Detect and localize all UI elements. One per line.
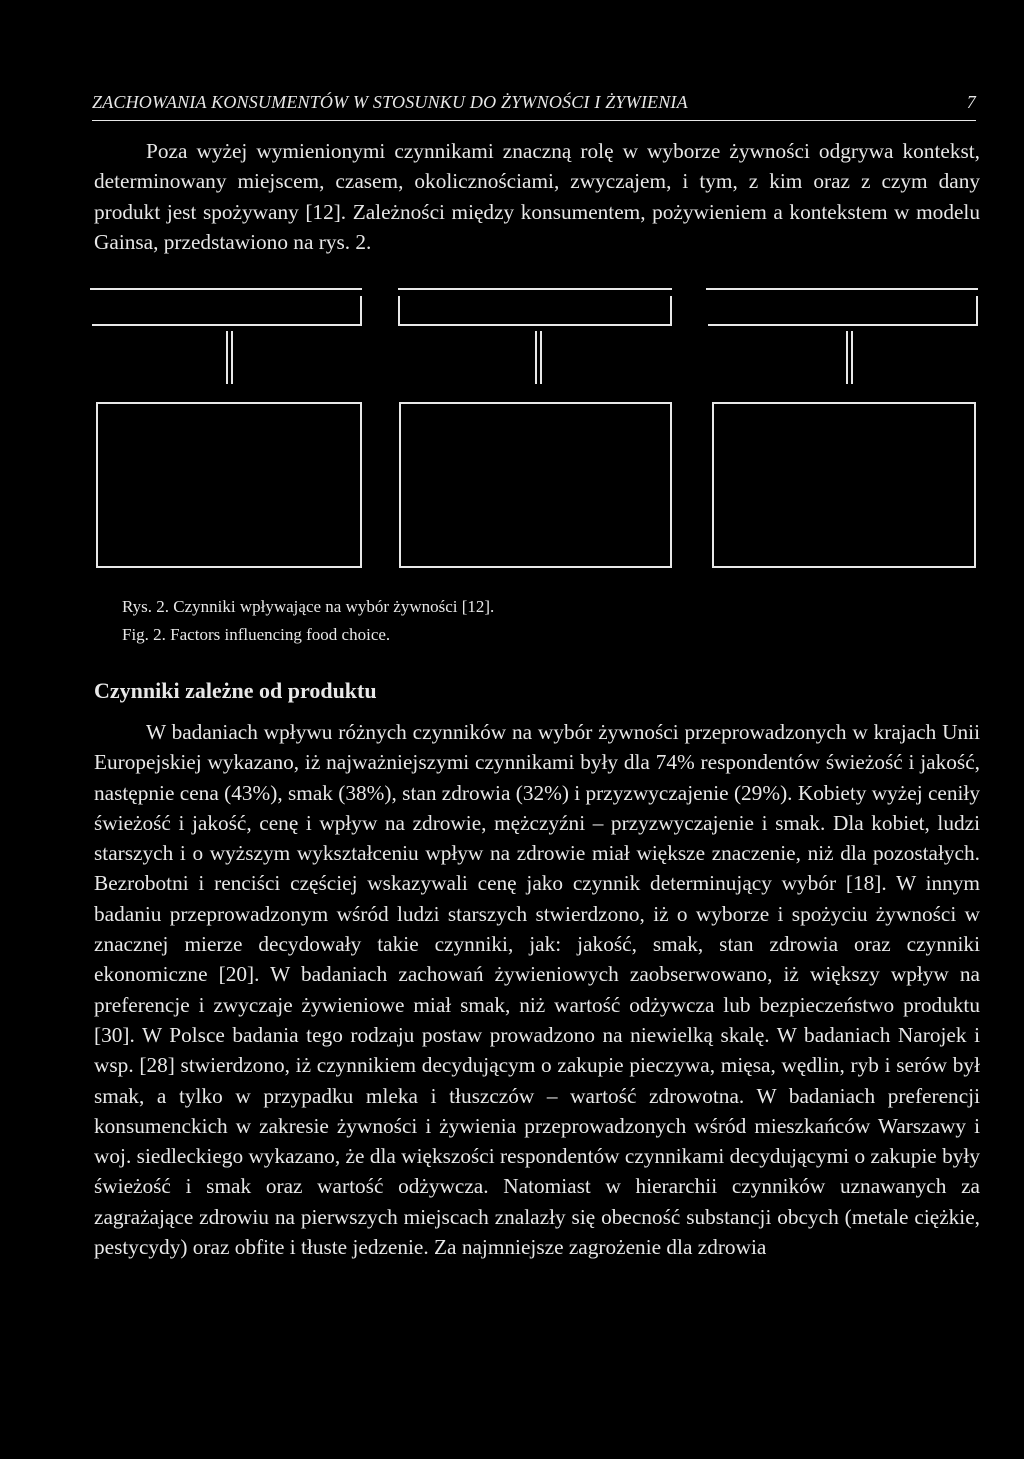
intro-paragraph: Poza wyżej wymienionymi czynnikami znaczną rolę w wyborze żywności odgrywa kontekst, determinowany miejscem, czasem, okolicznościami, zwyczajem, i tym, z kim oraz z czym dany produkt jest spożywany [12]. Zależności między konsumentem, pożywieniem a kontekstem w modelu Gainsa, przedstawiono na rys. 2. xyxy=(94,139,980,254)
running-title: ZACHOWANIA KONSUMENTÓW W STOSUNKU DO ŻYWNOŚCI I ŻYWIENIA xyxy=(92,92,688,112)
diagram-top-frame-right-line xyxy=(706,288,978,298)
figure-caption-english: Fig. 2. Factors influencing food choice. xyxy=(122,625,391,644)
diagram-box-right xyxy=(712,402,976,568)
figure-model-diagram xyxy=(0,0,1024,590)
diagram-connector-middle xyxy=(535,331,542,384)
page-number: 7 xyxy=(966,92,976,112)
figure-caption-polish: Rys. 2. Czynniki wpływające na wybór żywności [12]. xyxy=(122,597,495,616)
diagram-connector-left xyxy=(226,331,233,384)
diagram-top-frame-right xyxy=(708,296,978,326)
section-paragraph: W badaniach wpływu różnych czynników na wybór żywności przeprowadzonych w krajach Unii Europejskiej wykazano, iż najważniejszymi czynnikami były dla 74% respondentów świeżość i jakość, następnie cena (43%), smak (38%), stan zdrowia (32%) i przyzwyczajenie (29%). Kobiety wyżej ceniły świeżość i jakość, cenę i wpływ na zdrowie, mężczyźni – przyzwyczajenie i smak. Dla kobiet, ludzi starszych i o wyższym wykształceniu wpływ na zdrowie miał większe znaczenie, niż dla pozostałych. Bezrobotni i renciści częściej wskazywali cenę jako czynnik determinujący wybór [18]. W innym badaniu przeprowadzonym wśród ludzi starszych stwierdzono, iż o wyborze i spożyciu żywności w znacznej mierze decydowały takie czynniki, jak: jakość, smak, stan zdrowia oraz czynniki ekonomiczne [20]. W badaniach zachowań żywieniowych zaobserwowano, iż większy wpływ na preferencje i zwyczaje żywieniowe miał smak, niż wartość odżywcza lub bezpieczeństwo produktu [30]. W Polsce badania tego rodzaju postaw prowadzono na niewielką skalę. W badaniach Narojek i wsp. [28] stwierdzono, iż czynnikiem decydującym o zakupie pieczywa, mięsa, wędlin, ryb i serów był smak, a tylko w przypadku mleka i tłuszczów – wartość zdrowotna. W badaniach preferencji konsumenckich w zakresie żywności i żywienia przeprowadzonych wśród mieszkańców Warszawy i woj. siedleckiego wykazano, że dla większości respondentów czynnikami decydującymi o zakupie były świeżość i smak oraz wartość odżywcza. Natomiast w hierarchii czynników uznawanych za zagrażające zdrowiu na pierwszych miejscach znalazły się obecność substancji obcych (metale ciężkie, pestycydy) oraz obfite i tłuste jedzenie. Za najmniejsze zagrożenie dla zdrowia xyxy=(94,720,980,1260)
diagram-connector-right xyxy=(846,331,853,384)
diagram-box-left xyxy=(96,402,362,568)
diagram-top-frame-left-line xyxy=(90,288,362,298)
diagram-top-frame-middle-line xyxy=(398,288,672,298)
diagram-box-middle xyxy=(399,402,672,568)
diagram-top-frame-left xyxy=(92,296,362,326)
diagram-top-frame-middle xyxy=(398,296,672,326)
running-header xyxy=(92,92,976,121)
section-heading: Czynniki zależne od produktu xyxy=(94,678,377,703)
